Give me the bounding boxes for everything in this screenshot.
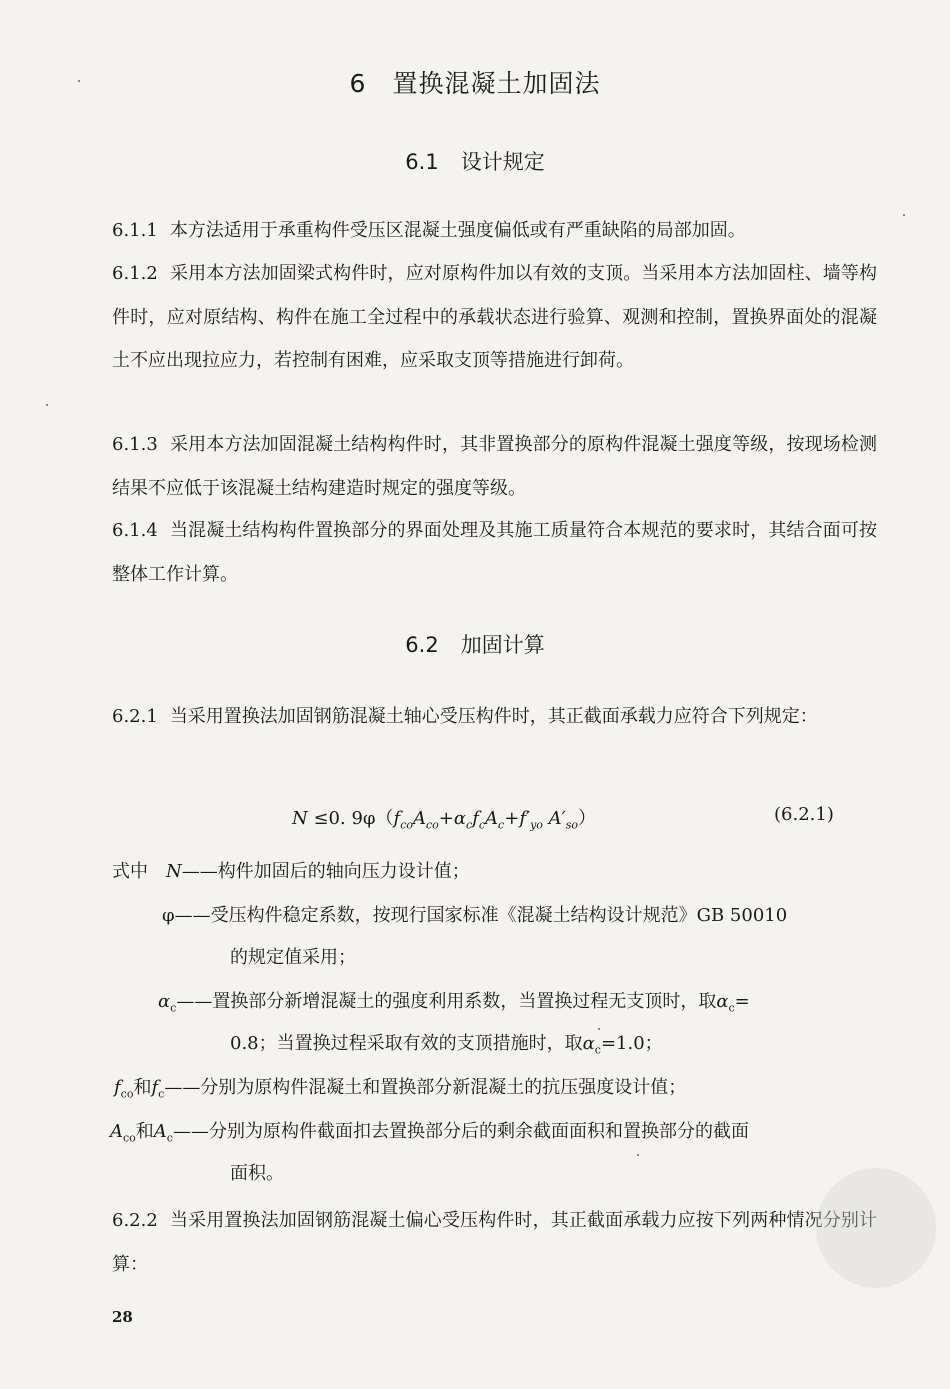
formula-expression: N ≤0. $9\varphi(f_{co}A_{co}+\alpha_cf_cA_c+f'_{yo}$ $A'_{so}$） (292, 808, 597, 832)
clause-text: 采用本方法加固梁式构件时，应对原构件加以有效的支顶。当采用本方法加固柱、墙等构件时，应对原结构、构件在施工全过程中的承载状态进行验算、观测和控制，置换界面处的混凝土不应出现拉应力，若控制有困难，应采取支顶等措施进行卸荷。 (112, 263, 877, 371)
chapter-title-text: 置换混凝土加固法 (392, 69, 601, 98)
clause-number: 6.1.4 (112, 520, 158, 541)
scan-speck (903, 214, 905, 216)
section-number: 6.2 (405, 633, 439, 657)
section-title-text: 加固计算 (460, 633, 545, 657)
scan-speck (46, 404, 48, 406)
definition-phi: φ——受压构件稳定系数，按现行国家标准《混凝土结构设计规范》GB 50010 (162, 905, 788, 926)
chapter-number: 6 (349, 69, 367, 98)
clause-6-1-3 (112, 423, 877, 510)
section-number: 6.1 (405, 150, 439, 174)
definition-N: 式中 N——构件加固后的轴向压力设计值； (112, 861, 470, 882)
clause-text: 当混凝土结构构件置换部分的界面处理及其施工质量符合本规范的要求时，其结合面可按整体工作计算。 (112, 520, 877, 585)
clause-number: 6.2.2 (112, 1210, 158, 1231)
formula-6-2-1 (0, 800, 950, 834)
clause-6-1-1 (112, 209, 877, 253)
section-title-text: 设计规定 (460, 150, 545, 174)
section-title-6-2 (0, 629, 950, 659)
clause-text: 当采用置换法加固钢筋混凝土偏心受压构件时，其正截面承载力应按下列两种情况分别计算： (112, 1210, 877, 1275)
clause-number: 6.2.1 (112, 706, 158, 727)
clause-text: 采用本方法加固混凝土结构构件时，其非置换部分的原构件混凝土强度等级，按现场检测结果不应低于该混凝土结构建造时规定的强度等级。 (112, 434, 877, 499)
clause-number: 6.1.2 (112, 263, 158, 284)
clause-text: 当采用置换法加固钢筋混凝土轴心受压构件时，其正截面承载力应符合下列规定： (169, 706, 818, 727)
clause-6-2-2 (112, 1199, 877, 1286)
definition-A: $A_{co}$和$A_c——$分别为原构件截面扣去置换部分后的剩余截面面积和置换部分的截面 (110, 1121, 749, 1145)
equation-number: (6.2.1) (774, 804, 834, 825)
clause-6-1-4 (112, 509, 877, 596)
definition-A-cont: 面积。 (230, 1163, 284, 1184)
clause-6-1-2 (112, 252, 877, 383)
clause-number: 6.1.3 (112, 434, 158, 455)
definition-phi-cont: 的规定值采用； (230, 947, 356, 968)
watermark (816, 1168, 936, 1288)
definition-alpha-cont: 0.8；当置换过程采取有效的支顶措施时，取$\alpha_c=1.0$； (230, 1033, 663, 1057)
page-number: 28 (112, 1308, 133, 1326)
definition-f: $f_{co}$和$f_c——$分别为原构件混凝土和置换部分新混凝土的抗压强度设计值； (114, 1077, 687, 1101)
clause-6-2-1 (112, 695, 877, 739)
section-title-6-1 (0, 146, 950, 176)
clause-text: 本方法适用于承重构件受压区混凝土强度偏低或有严重缺陷的局部加固。 (169, 220, 746, 241)
definition-alpha: $\alpha_c——$置换部分新增混凝土的强度利用系数，当置换过程无支顶时，取$\alpha_c=$ (158, 991, 750, 1015)
scan-speck (78, 80, 80, 82)
clause-number: 6.1.1 (112, 220, 158, 241)
scan-speck (637, 1154, 639, 1156)
chapter-title (0, 64, 950, 100)
scan-speck (598, 1028, 600, 1030)
